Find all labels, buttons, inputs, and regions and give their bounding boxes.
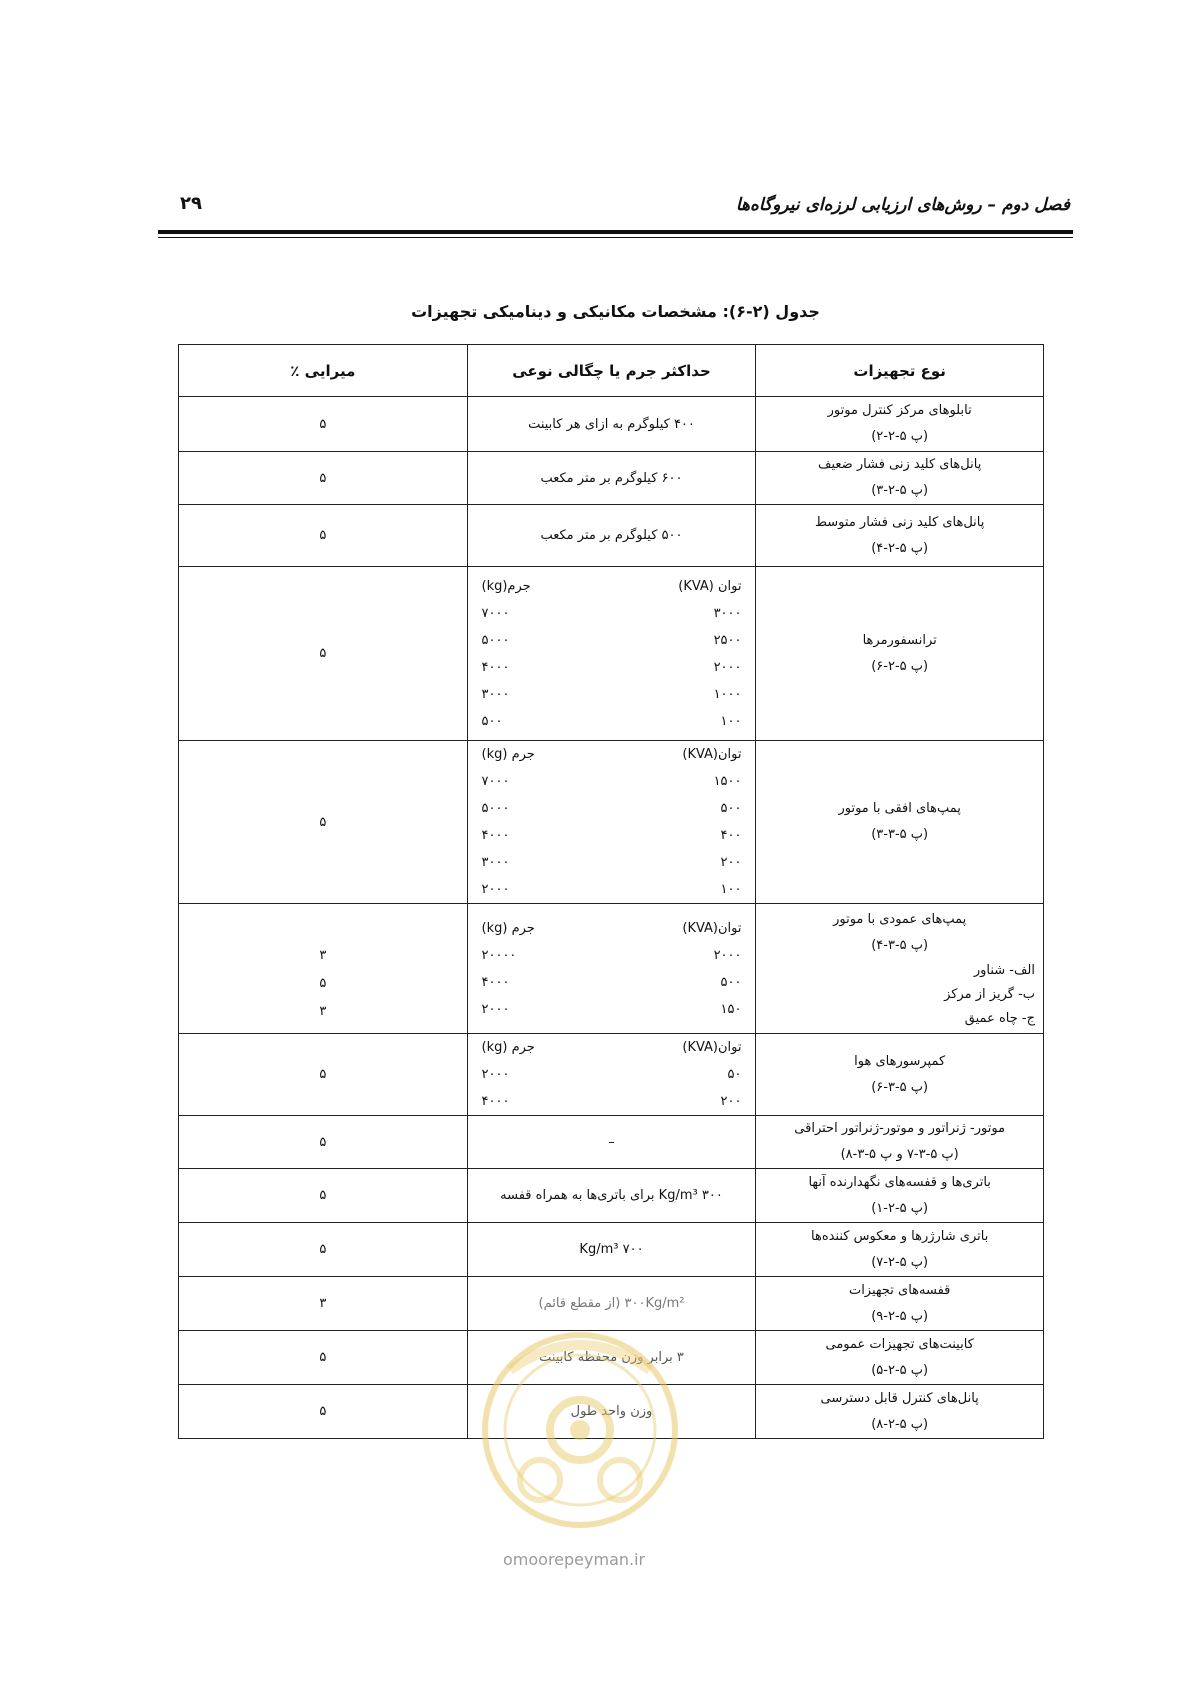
equipment-subtype: ب- گریز از مرکز	[944, 986, 1035, 1002]
equipment-subtype: الف- شناور	[973, 962, 1035, 978]
equipment-ref: (پ ۵-۲-۲)	[871, 429, 929, 444]
damping-cell: ۵	[179, 567, 468, 741]
mass-cell	[467, 1034, 756, 1116]
power-value: ۵۰	[727, 1067, 742, 1082]
header-damping: میرایی ٪	[179, 345, 468, 397]
mass-cell: ۶۰۰ کیلوگرم بر متر مکعب	[467, 452, 756, 505]
power-value: ۱۰۰۰	[713, 686, 742, 702]
equipment-name: پمپ‌های افقی با موتور	[838, 801, 961, 816]
damping-cell: ۵	[179, 1169, 468, 1223]
power-label: توان (KVA)	[678, 578, 742, 594]
power-value: ۱۰۰	[720, 882, 742, 897]
table-row	[179, 452, 1044, 505]
power-mass-subtable	[476, 1034, 748, 1115]
equipment-name: موتور- ژنراتور و موتور-ژنراتور احتراقی	[794, 1121, 1006, 1136]
damping-value: ۳	[319, 947, 327, 963]
equipment-name: کمپرسورهای هوا	[854, 1053, 946, 1069]
power-mass-subtable	[476, 741, 748, 903]
table-row	[179, 1277, 1044, 1331]
equipment-name: پانل‌های کلید زنی فشار ضعیف	[818, 457, 982, 472]
table-row	[179, 1169, 1044, 1223]
table-row	[179, 1034, 1044, 1116]
page-number: ۲۹	[180, 193, 202, 214]
power-value: ۱۵۰	[720, 1001, 742, 1017]
equipment-cell	[756, 741, 1044, 904]
mass-value: ۷۰۰۰	[481, 605, 510, 621]
power-mass-subtable	[476, 915, 748, 1023]
equipment-ref: (پ ۵-۲-۴)	[871, 540, 929, 556]
power-label: توان(KVA)	[682, 1040, 742, 1055]
power-value: ۴۰۰	[720, 828, 742, 843]
damping-value: ۳	[319, 1003, 327, 1019]
power-mass-subtable	[476, 573, 748, 735]
damping-cell: ۵	[179, 741, 468, 904]
header-rule-thin	[158, 237, 1073, 238]
mass-value: ۳۰۰۰	[481, 686, 510, 702]
page-header	[160, 195, 1070, 225]
mass-value: ۴۰۰۰	[481, 1094, 510, 1109]
power-value: ۲۰۰۰	[713, 947, 742, 963]
mass-cell: ۳ برابر وزن محفظه کابینت	[467, 1331, 756, 1385]
equipment-ref: (پ ۵-۲-۸)	[871, 1416, 929, 1432]
mass-value: ۴۰۰۰	[481, 974, 510, 990]
damping-value: ۵	[319, 975, 327, 991]
equipment-cell	[756, 397, 1044, 452]
power-value: ۵۰۰	[720, 974, 742, 990]
mass-value: ۵۰۰	[481, 713, 503, 729]
equipment-cell	[756, 1116, 1044, 1169]
power-value: ۱۰۰	[720, 713, 742, 729]
equipment-cell	[756, 452, 1044, 505]
header-mass: حداکثر جرم یا چگالی نوعی	[467, 345, 756, 397]
mass-value: ۲۰۰۰	[481, 1067, 510, 1082]
damping-cell: ۵	[179, 1034, 468, 1116]
mass-cell: ۷۰۰ Kg/m³	[467, 1223, 756, 1277]
mass-cell	[467, 904, 756, 1034]
equipment-name: پانل‌های کنترل قابل دسترسی	[820, 1390, 979, 1406]
power-value: ۲۰۰۰	[713, 659, 742, 675]
damping-cell: ۵	[179, 397, 468, 452]
power-label: توان(KVA)	[682, 920, 742, 936]
equipment-ref: (پ ۵-۳-۴)	[871, 937, 929, 953]
table-caption: جدول (۲-۶): مشخصات مکانیکی و دینامیکی تجهیزات	[411, 302, 820, 321]
mass-value: ۳۰۰۰	[481, 855, 510, 870]
watermark-site: omoorepeyman.ir	[503, 1550, 646, 1569]
damping-cell: ۳	[179, 1277, 468, 1331]
mass-value: ۴۰۰۰	[481, 659, 510, 675]
damping-cell	[179, 904, 468, 1034]
mass-label: جرم (kg)	[481, 1040, 535, 1055]
equipment-name: پمپ‌های عمودی با موتور	[833, 911, 967, 927]
equipment-name: پانل‌های کلید زنی فشار متوسط	[814, 514, 985, 530]
chapter-title: فصل دوم – روش‌های ارزیابی لرزه‌ای نیروگاه‌ها	[735, 195, 1070, 215]
table-row	[179, 505, 1044, 567]
equipment-cell	[756, 1331, 1044, 1385]
equipment-cell	[756, 505, 1044, 567]
equipment-table	[178, 344, 1044, 1439]
mass-value: ۵۰۰۰	[481, 801, 510, 816]
mass-label: جرم (kg)	[481, 747, 535, 762]
table-row	[179, 397, 1044, 452]
equipment-ref: (پ ۵-۳-۷ و پ ۵-۳-۸)	[840, 1147, 959, 1162]
mass-value: ۲۰۰۰۰	[481, 947, 517, 963]
table-row	[179, 1385, 1044, 1439]
mass-label: جرم (kg)	[481, 920, 535, 936]
table-row	[179, 904, 1044, 1034]
power-label: توان(KVA)	[682, 747, 742, 762]
equipment-cell	[756, 567, 1044, 741]
table-row	[179, 567, 1044, 741]
power-value: ۲۵۰۰	[713, 632, 742, 648]
equipment-name: باتری شارژرها و معکوس کننده‌ها	[811, 1228, 989, 1244]
equipment-ref: (پ ۵-۳-۳)	[871, 827, 929, 842]
mass-value: ۲۰۰۰	[481, 882, 510, 897]
power-value: ۵۰۰	[720, 801, 742, 816]
mass-value: ۷۰۰۰	[481, 774, 510, 789]
equipment-name: قفسه‌های تجهیزات	[848, 1282, 951, 1298]
damping-cell: ۵	[179, 452, 468, 505]
header-equipment: نوع تجهیزات	[756, 345, 1044, 397]
equipment-subtype: ج- چاه عمیق	[964, 1010, 1035, 1026]
damping-cell: ۵	[179, 1116, 468, 1169]
mass-cell: ۳۰۰Kg/m² (از مقطع قائم)	[467, 1277, 756, 1331]
mass-label: جرم(kg)	[481, 578, 531, 594]
mass-cell	[467, 567, 756, 741]
equipment-name: کابینت‌های تجهیزات عمومی	[825, 1336, 974, 1352]
equipment-ref: (پ ۵-۲-۷)	[871, 1254, 929, 1270]
damping-cell: ۵	[179, 1223, 468, 1277]
equipment-name: ترانسفورمرها	[862, 632, 937, 648]
equipment-ref: (پ ۵-۲-۵)	[871, 1362, 929, 1378]
equipment-cell	[756, 1385, 1044, 1439]
mass-cell: ۵۰۰ کیلوگرم بر متر مکعب	[467, 505, 756, 567]
table-row	[179, 1116, 1044, 1169]
equipment-ref: (پ ۵-۲-۳)	[871, 483, 929, 498]
damping-cell: ۵	[179, 1385, 468, 1439]
mass-cell: –	[467, 1116, 756, 1169]
equipment-ref: (پ ۵-۲-۹)	[871, 1308, 929, 1324]
equipment-ref: (پ ۵-۳-۶)	[871, 1079, 929, 1095]
equipment-cell	[756, 1034, 1044, 1116]
table-row	[179, 1331, 1044, 1385]
equipment-cell	[756, 1169, 1044, 1223]
mass-cell	[467, 741, 756, 904]
equipment-name: باتری‌ها و قفسه‌های نگهدارنده آنها	[808, 1174, 991, 1190]
power-value: ۱۵۰۰	[713, 774, 742, 789]
table-row	[179, 741, 1044, 904]
mass-value: ۴۰۰۰	[481, 828, 510, 843]
mass-value: ۲۰۰۰	[481, 1001, 510, 1017]
equipment-cell	[756, 1223, 1044, 1277]
equipment-name: تابلوهای مرکز کنترل موتور	[827, 403, 972, 418]
header-rule-thick	[158, 230, 1073, 234]
mass-cell: ۴۰۰ کیلوگرم به ازای هر کابینت	[467, 397, 756, 452]
mass-cell: ۳۰۰ Kg/m³ برای باتری‌ها به همراه قفسه	[467, 1169, 756, 1223]
equipment-cell	[756, 904, 1044, 1034]
mass-value: ۵۰۰۰	[481, 632, 510, 648]
power-value: ۲۰۰	[720, 1094, 742, 1109]
damping-cell: ۵	[179, 505, 468, 567]
damping-cell: ۵	[179, 1331, 468, 1385]
power-value: ۳۰۰۰	[713, 605, 742, 621]
equipment-ref: (پ ۵-۲-۶)	[871, 658, 929, 674]
equipment-ref: (پ ۵-۲-۱)	[871, 1200, 929, 1216]
table-header-row	[179, 345, 1044, 397]
power-value: ۲۰۰	[720, 855, 742, 870]
equipment-cell	[756, 1277, 1044, 1331]
table-row	[179, 1223, 1044, 1277]
mass-cell: وزن واحد طول	[467, 1385, 756, 1439]
